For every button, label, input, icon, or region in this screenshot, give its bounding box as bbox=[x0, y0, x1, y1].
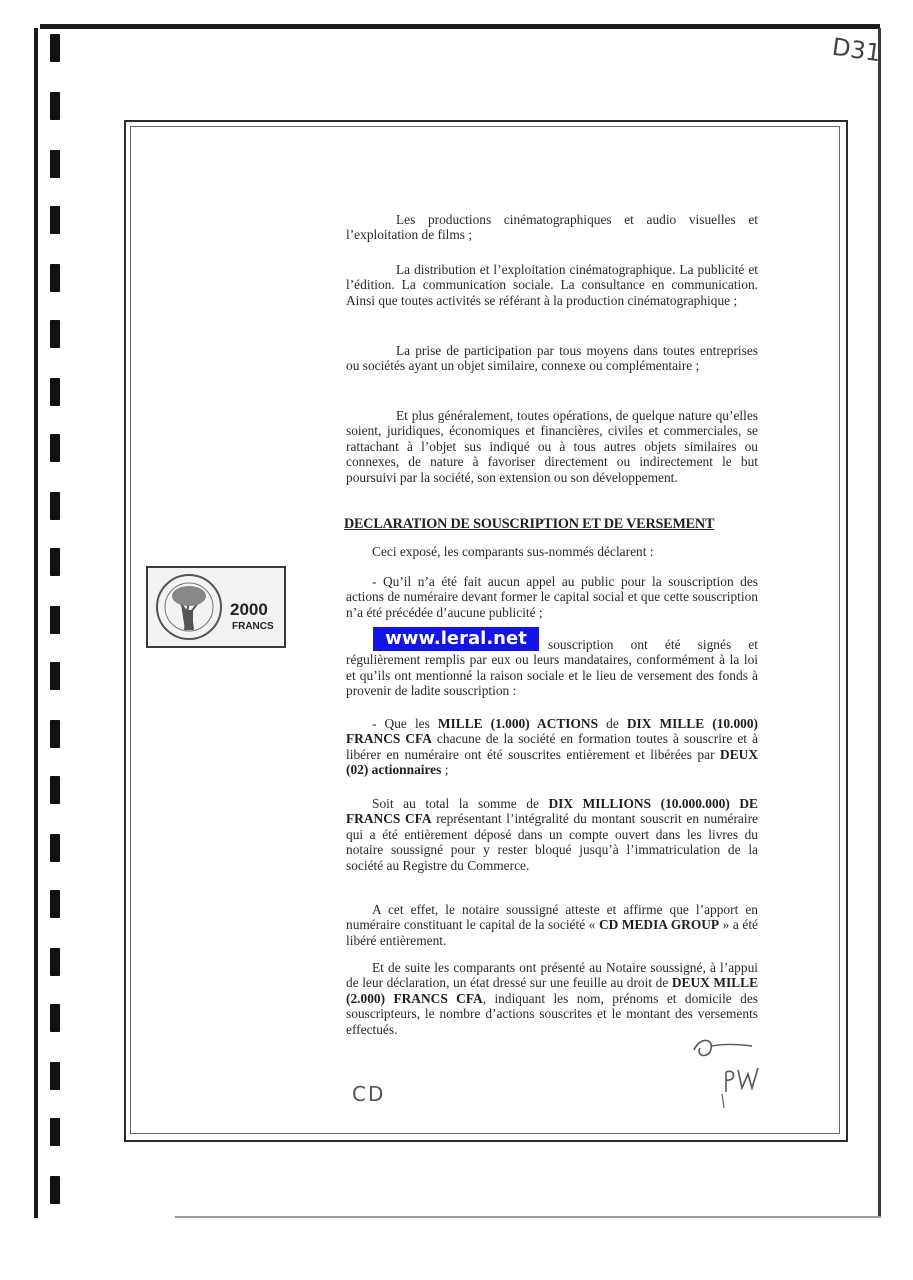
binding-hole bbox=[50, 492, 60, 520]
declaration-total-amount: Soit au total la somme de DIX MILLIONS (10.000.000) DE FRANCS CFA représentant l’intégralité du montant souscrit en numéraire qui a été entièrement déposé dans un compte ouvert dans les livres du notaire soussigné pour y rester bloqué jusqu’à l’immatriculation de la société au Registre du Commerce. bbox=[346, 796, 758, 873]
binding-hole bbox=[50, 1004, 60, 1032]
binding-hole bbox=[50, 662, 60, 690]
binding-hole bbox=[50, 890, 60, 918]
stamp-value: 2000 bbox=[230, 600, 268, 619]
declaration-notary-attestation: A cet effet, le notaire soussigné atteste et affirme que l’apport en numéraire constituant le capital de la société « CD MEDIA GROUP » a été libéré entièrement. bbox=[346, 902, 758, 948]
declaration-bulletins-signed: souscription ont été signés et régulièrement remplis par eux ou leurs mandataires, conformément à la loi et qu’ils ont mentionné la raison sociale et le lieu de versement des fonds à provenir de ladite souscription : bbox=[346, 637, 758, 699]
scan-border-top bbox=[40, 24, 880, 29]
binding-hole bbox=[50, 434, 60, 462]
binding-hole bbox=[50, 776, 60, 804]
binding-hole bbox=[50, 206, 60, 234]
binding-hole bbox=[50, 1062, 60, 1090]
scan-border-left bbox=[34, 28, 38, 1218]
clause-general-operations: Et plus généralement, toutes opérations, de quelque nature qu’elles soient, juridiques, économiques et financières, civiles et commerciales, se rattachant à l’objet sus indiqué ou à tous autres objets similaires ou connexes, de nature à favoriser directement ou indirectement le but poursuivi par la société, son extension ou son développement. bbox=[346, 408, 758, 485]
scan-border-bottom bbox=[175, 1216, 881, 1218]
binding-hole bbox=[50, 1118, 60, 1146]
signature-initials bbox=[686, 1030, 766, 1110]
scan-border-right bbox=[878, 28, 881, 1218]
declaration-shares: - Que les MILLE (1.000) ACTIONS de DIX MILLE (10.000) FRANCS CFA chacune de la société en formation toutes à souscrire et à libérer en numéraire ont été souscrites entièrement et libérées par DEUX (02) actionnaires ; bbox=[346, 716, 759, 778]
binding-hole bbox=[50, 378, 60, 406]
clause-participation: La prise de participation par tous moyens dans toutes entreprises ou sociétés ayant un objet similaire, connexe ou complémentaire ; bbox=[346, 343, 758, 374]
binding-hole bbox=[50, 34, 60, 62]
baobab-seal-icon bbox=[154, 572, 224, 642]
fiscal-stamp bbox=[146, 566, 286, 648]
declaration-no-public-offer: - Qu’il n’a été fait aucun appel au public pour la souscription des actions de numéraire devant former le capital social et que cette souscription n’a été précédée d’aucune publicité ; bbox=[346, 574, 758, 620]
binding-hole bbox=[50, 264, 60, 292]
clause-distribution: La distribution et l’exploitation cinématographique. La publicité et l’édition. La communication sociale. La consultance en communication. Ainsi que toutes activités se référant à la production cinématographique ; bbox=[346, 262, 758, 308]
handwritten-initials: CD bbox=[352, 1082, 386, 1106]
binding-hole bbox=[50, 1176, 60, 1204]
declaration-subscriber-statement: Et de suite les comparants ont présenté au Notaire soussigné, à l’appui de leur déclaration, un état dressé sur une feuille au droit de DEUX MILLE (2.000) FRANCS CFA, indiquant les nom, prénoms et domicile des souscripteurs, le nombre d’actions souscrites et le montant des versements effectués. bbox=[346, 960, 759, 1037]
binding-hole bbox=[50, 92, 60, 120]
page-number: D31 bbox=[830, 32, 883, 68]
binding-hole bbox=[50, 150, 60, 178]
watermark-banner: www.leral.net bbox=[373, 627, 539, 651]
binding-hole bbox=[50, 948, 60, 976]
binding-hole bbox=[50, 834, 60, 862]
binding-hole bbox=[50, 606, 60, 634]
section-heading: DECLARATION DE SOUSCRIPTION ET DE VERSEMENT bbox=[344, 516, 715, 532]
binding-hole bbox=[50, 548, 60, 576]
stamp-unit: FRANCS bbox=[232, 621, 274, 632]
declaration-intro: Ceci exposé, les comparants sus-nommés déclarent : bbox=[372, 544, 654, 559]
clause-productions: Les productions cinématographiques et audio visuelles et l’exploitation de films ; bbox=[346, 212, 758, 243]
binding-hole bbox=[50, 320, 60, 348]
binding-hole bbox=[50, 720, 60, 748]
